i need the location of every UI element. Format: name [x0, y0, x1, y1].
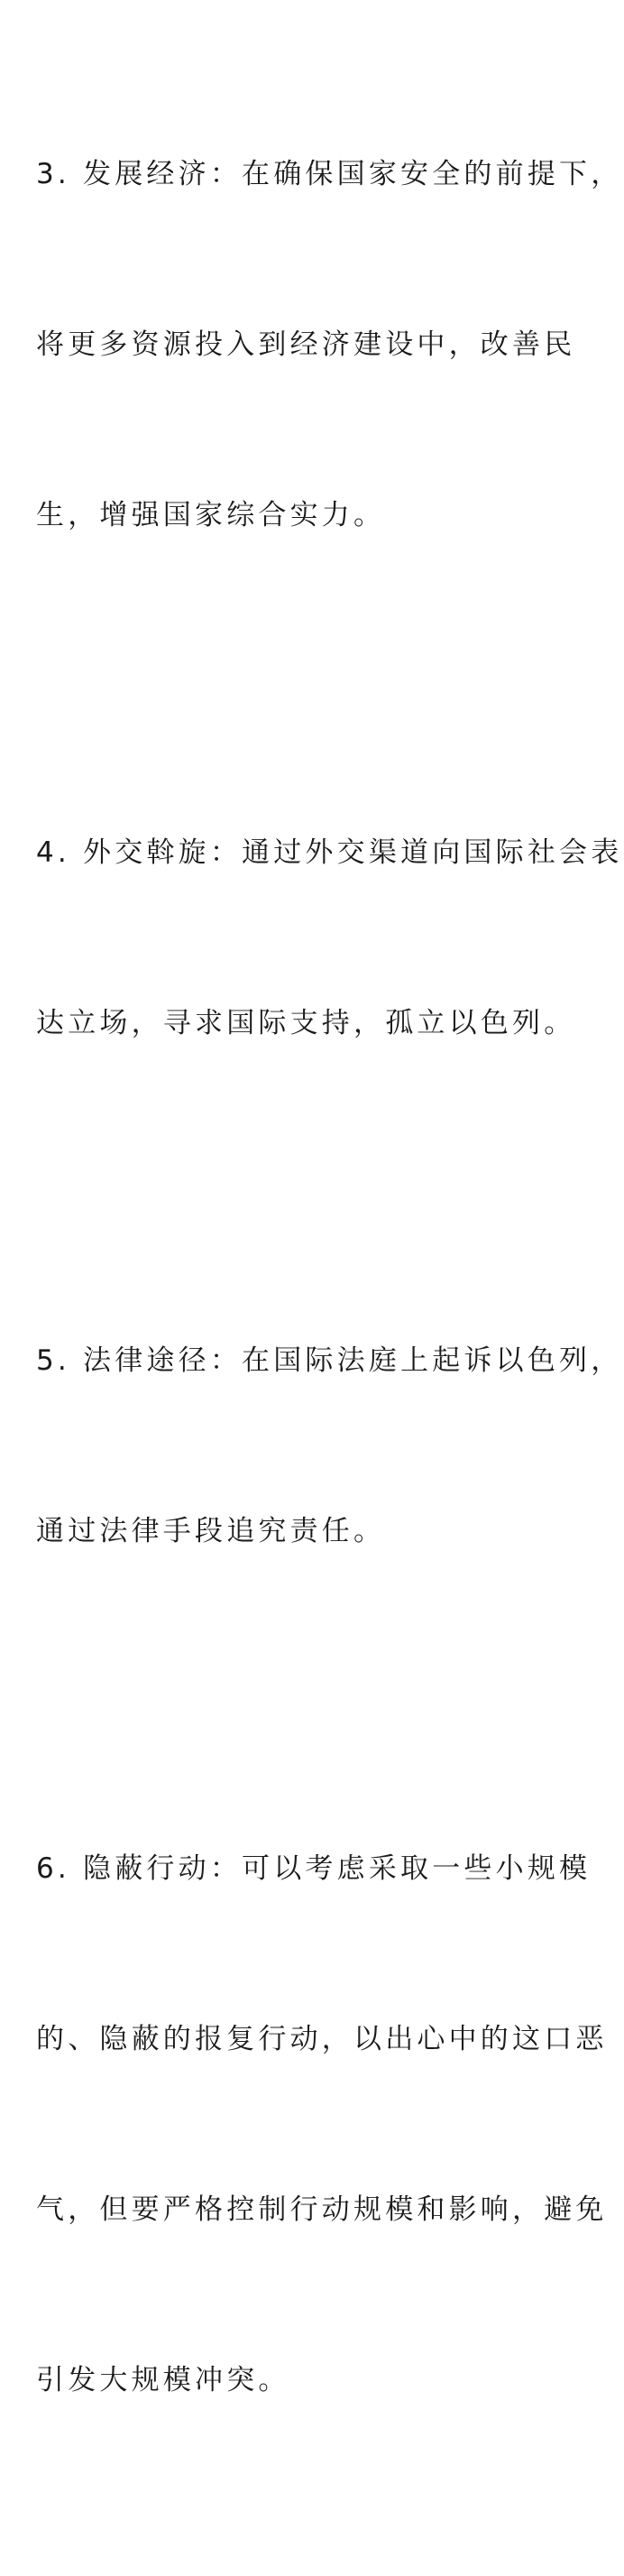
document-body: [36, 32, 623, 2576]
text-line: 将更多资源投入到经济建设中，改善民: [36, 328, 576, 361]
text-line: 的、隐蔽的报复行动，以出心中的这口恶: [36, 2023, 608, 2055]
text-line: 6. 隐蔽行动：可以考虑采取一些小规模: [36, 1852, 592, 1885]
text-line: 3. 发展经济：在确保国家安全的前提下，: [36, 158, 623, 190]
text-line: 生，增强国家综合实力。: [36, 499, 386, 531]
list-item-economy: [36, 32, 623, 658]
list-item-legal: [36, 1219, 623, 1674]
text-line: 通过法律手段追究责任。: [36, 1515, 386, 1547]
list-item-covert-action: [36, 1727, 618, 2523]
text-line: 达立场，寻求国际支持，孤立以色列。: [36, 1007, 576, 1039]
text-line: 气，但要严格控制行动规模和影响，避免: [36, 2193, 608, 2226]
text-line: 4. 外交斡旋：通过外交渠道向国际社会表: [36, 836, 623, 869]
text-line: 引发大规模冲突。: [36, 2364, 290, 2396]
text-line: 5. 法律途径：在国际法庭上起诉以色列，: [36, 1344, 623, 1377]
list-item-diplomacy: [36, 711, 623, 1166]
